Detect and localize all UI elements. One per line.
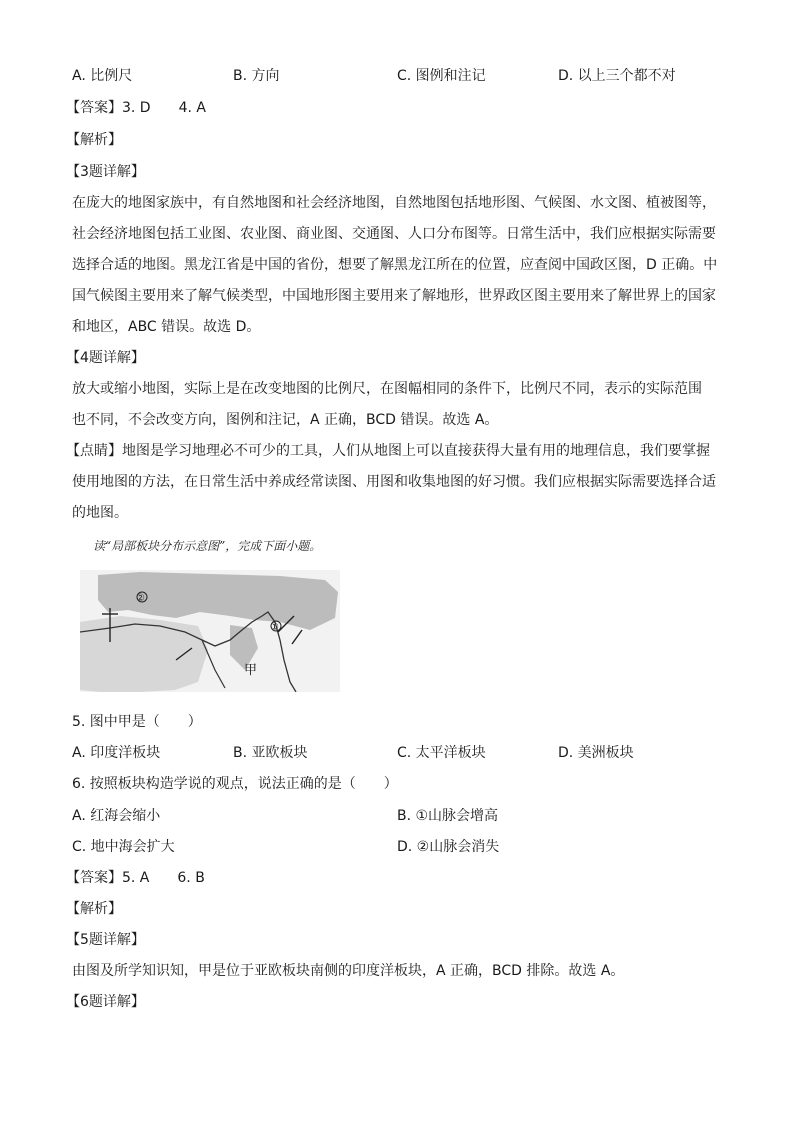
q5-stem: 5. 图中甲是（ ） (72, 714, 202, 730)
detail3-line: 社会经济地图包括工业图、农业图、商业图、交通图、人口分布图等。日常生活中，我们应根据实际需要 (72, 226, 716, 242)
dianjing-line: 使用地图的方法，在日常生活中养成经常读图、用图和收集地图的好习惯。我们应根据实际需要选择合适 (72, 474, 716, 490)
analysis-heading-2: 【解析】 (66, 901, 122, 917)
answer-tag: 【答案】 (66, 870, 122, 886)
q4-option-c: C. 图例和注记 (397, 68, 486, 84)
answer-text: 3. D 4. A (122, 100, 206, 116)
q6-option-a: A. 红海会缩小 (72, 808, 161, 824)
analysis-heading-1: 【解析】 (66, 132, 122, 148)
africa-landmass (80, 616, 208, 692)
detail5-line: 由图及所学知识知，甲是位于亚欧板块南侧的印度洋板块，A 正确，BCD 排除。故选 A。 (72, 963, 625, 979)
detail6-heading: 【6题详解】 (66, 994, 145, 1010)
dianjing-text: 地图是学习地理必不可少的工具，人们从地图上可以直接获得大量有用的地理信息，我们要掌握 (122, 443, 710, 459)
label-jia: 甲 (244, 663, 258, 678)
q5-option-a: A. 印度洋板块 (72, 745, 161, 761)
label-1: ① (270, 622, 279, 633)
detail3-line: 和地区，ABC 错误。故选 D。 (72, 319, 261, 335)
q4-option-a: A. 比例尺 (72, 68, 133, 84)
detail4-heading: 【4题详解】 (66, 350, 145, 366)
detail3-heading: 【3题详解】 (66, 164, 145, 180)
q5-option-b: B. 亚欧板块 (233, 745, 308, 761)
answer-text: 5. A 6. B (122, 870, 205, 886)
q5-option-d: D. 美洲板块 (558, 745, 634, 761)
dianjing-tag: 【点睛】 (66, 443, 122, 459)
detail4-line: 放大或缩小地图，实际上是在改变地图的比例尺，在图幅相同的条件下，比例尺不同，表示的实际范围 (72, 381, 702, 397)
q6-option-c: C. 地中海会扩大 (72, 839, 175, 855)
q6-option-d: D. ②山脉会消失 (397, 839, 500, 855)
dianjing-line (66, 441, 710, 461)
answer-line-1 (66, 98, 206, 118)
q5-option-c: C. 太平洋板块 (397, 745, 486, 761)
detail4-line: 也不同，不会改变方向，图例和注记，A 正确，BCD 错误。故选 A。 (72, 412, 499, 428)
detail5-heading: 【5题详解】 (66, 932, 145, 948)
detail3-line: 国气候图主要用来了解气候类型，中国地形图主要用来了解地形，世界政区图主要用来了解世界上的国家 (72, 288, 716, 304)
q6-stem: 6. 按照板块构造学说的观点，说法正确的是（ ） (72, 776, 398, 792)
detail3-line: 选择合适的地图。黑龙江省是中国的省份，想要了解黑龙江所在的位置，应查阅中国政区图，D 正确。中 (72, 257, 718, 273)
answer-line-2 (66, 868, 205, 888)
dianjing-line: 的地图。 (72, 505, 128, 521)
q4-option-d: D. 以上三个都不对 (558, 68, 676, 84)
q6-option-b: B. ①山脉会增高 (397, 808, 499, 824)
answer-tag: 【答案】 (66, 100, 122, 116)
detail3-line: 在庞大的地图家族中，有自然地图和社会经济地图，自然地图包括地形图、气候图、水文图、植被图等， (72, 195, 716, 211)
plate-map-figure (80, 570, 340, 692)
q4-option-b: B. 方向 (233, 68, 280, 84)
figure-caption: 读“局部板块分布示意图”，完成下面小题。 (93, 539, 322, 553)
label-2: ② (136, 593, 145, 604)
